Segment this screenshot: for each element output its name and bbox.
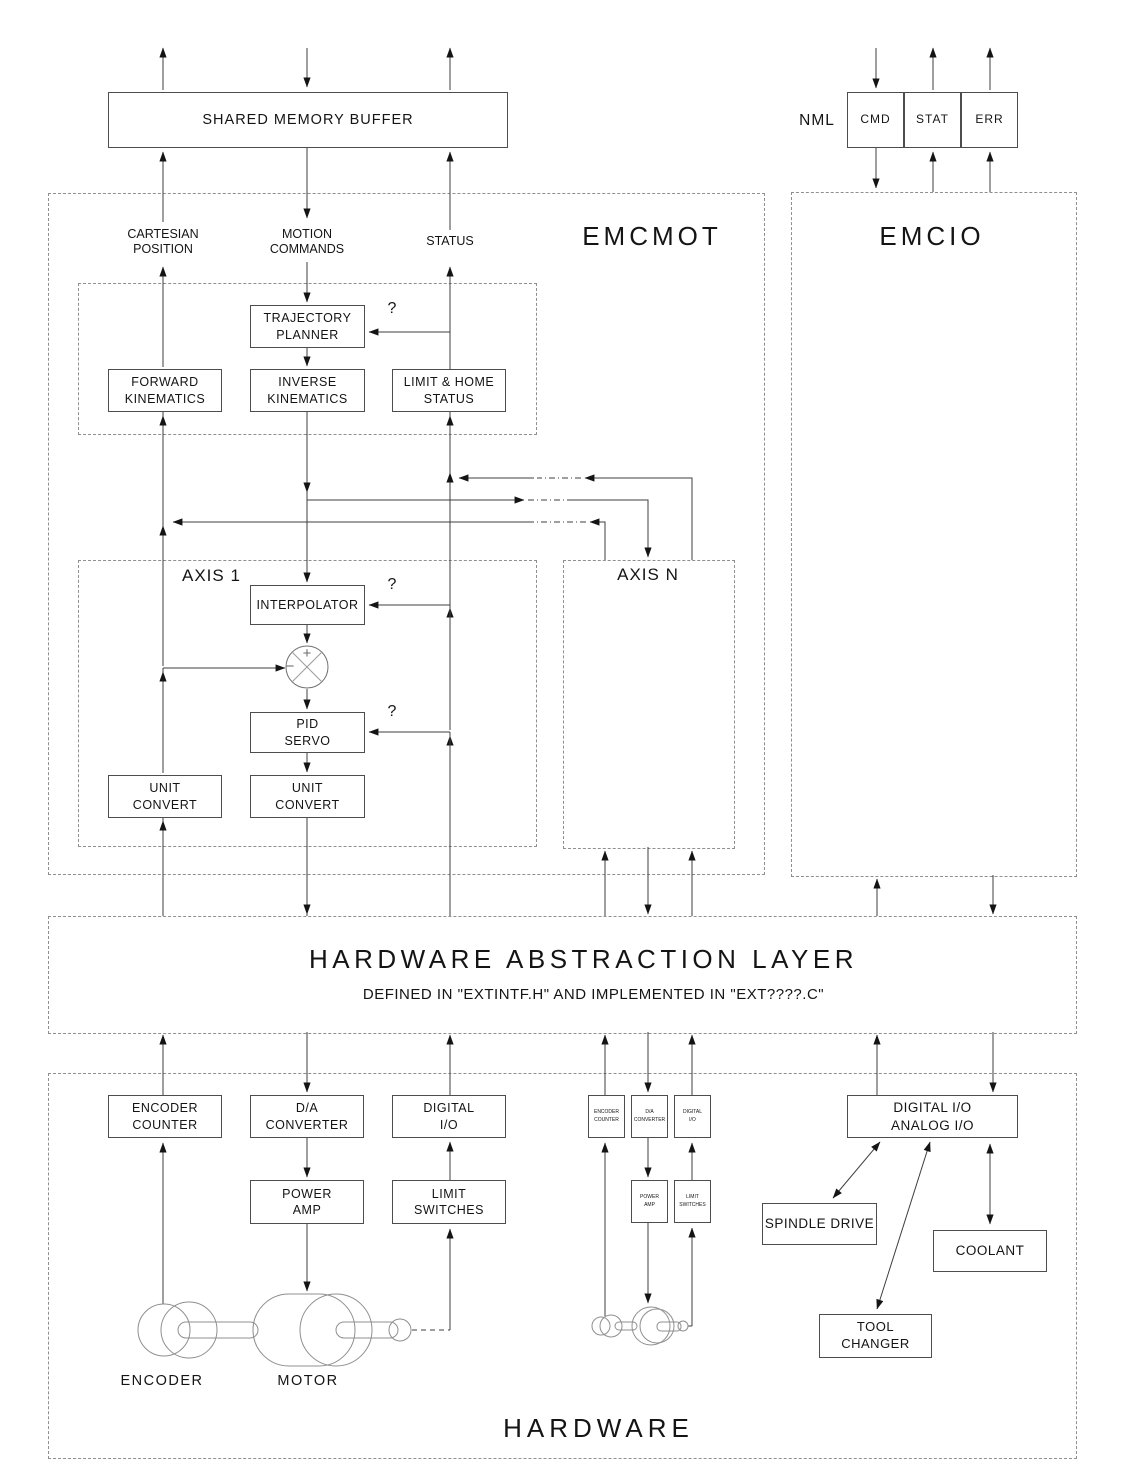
encoder-drawing-label: ENCODER	[120, 1373, 204, 1389]
limit-switches-line2: SWITCHES	[414, 1203, 484, 1217]
hal-subtitle: DEFINED IN "EXTINTF.H" AND IMPLEMENTED IN "EXT????.C"	[362, 986, 825, 1003]
spindle-drive-label: SPINDLE DRIVE	[764, 1216, 875, 1232]
motion-commands-label	[257, 227, 357, 257]
encoder-counter-line1: ENCODER	[131, 1101, 198, 1116]
axisn-title: AXIS N	[617, 565, 679, 584]
wire-group-feedback-column	[163, 412, 285, 1304]
da-converter-line1: D/A	[295, 1101, 319, 1116]
nml-stat-label: STAT	[916, 112, 949, 127]
forward-kinematics-line1: FORWARD	[131, 375, 199, 390]
encoder-motor-drawing-small	[592, 1307, 688, 1345]
limit-home-status-line1: LIMIT & HOME	[403, 375, 495, 390]
limit-home-status-line2: STATUS	[423, 391, 475, 406]
unit-convert-line1: UNIT	[291, 781, 324, 796]
pid-servo-box	[250, 712, 365, 753]
inverse-kinematics-box	[250, 369, 365, 412]
nml-stat-box	[904, 92, 961, 148]
question-mark-pid: ?	[387, 703, 397, 720]
unit-convert-line1: UNIT	[149, 781, 181, 796]
pid-servo-line2: SERVO	[284, 733, 331, 748]
power-amp-line1: POWER	[282, 1186, 332, 1201]
nml-err-box	[961, 92, 1018, 148]
spindle-drive-box	[762, 1203, 877, 1245]
trajectory-planner-line1: TRAJECTORY	[263, 311, 352, 326]
power-amp-box	[250, 1180, 364, 1224]
motor-drawing-label: MOTOR	[277, 1373, 339, 1389]
shared-memory-buffer-box	[108, 92, 508, 148]
hal-title: HARDWARE ABSTRACTION LAYER	[309, 944, 858, 974]
encoder-counter-line2: COUNTER	[132, 1117, 198, 1132]
power-amp-axisn-box: POWER AMP	[631, 1180, 668, 1223]
digital-io-box	[392, 1095, 506, 1138]
limit-switches-line1: LIMIT	[431, 1186, 467, 1201]
interpolator-box	[250, 585, 365, 625]
nml-cmd-label: CMD	[860, 112, 891, 127]
digital-io-axisn-box: DIGITAL I/O	[674, 1095, 711, 1138]
unit-convert-line2: CONVERT	[275, 797, 340, 812]
motion-commands-line2: COMMANDS	[269, 242, 345, 256]
shared-memory-buffer-label: SHARED MEMORY BUFFER	[202, 111, 414, 128]
inverse-kinematics-line2: KINEMATICS	[267, 391, 348, 406]
cartesian-position-label	[113, 227, 213, 257]
power-amp-line2: AMP	[292, 1203, 322, 1217]
digital-analog-io-box	[847, 1095, 1018, 1138]
interpolator-label: INTERPOLATOR	[256, 597, 359, 612]
axis1-title: AXIS 1	[182, 566, 241, 585]
encoder-counter-axisn-box: ENCODER COUNTER	[588, 1095, 625, 1138]
digital-analog-io-line2: ANALOG I/O	[890, 1117, 975, 1133]
cartesian-position-line1: CARTESIAN	[127, 227, 199, 241]
da-converter-box	[250, 1095, 364, 1138]
coolant-box	[933, 1230, 1047, 1272]
tool-changer-line1: TOOL	[856, 1319, 895, 1335]
limit-home-status-box	[392, 369, 506, 412]
nml-err-label: ERR	[975, 112, 1004, 127]
digital-analog-io-line1: DIGITAL I/O	[893, 1099, 972, 1115]
trajectory-planner-box	[250, 305, 365, 348]
wire-group-motion-column	[307, 412, 648, 1291]
unit-convert-line2: CONVERT	[132, 797, 198, 812]
inverse-kinematics-line1: INVERSE	[278, 375, 337, 390]
summing-minus-sign: −	[285, 658, 295, 675]
tool-changer-line2: CHANGER	[841, 1336, 910, 1351]
motion-commands-line1: MOTION	[282, 227, 332, 241]
encoder-counter-box	[108, 1095, 222, 1138]
da-converter-axisn-box: D/A CONVERTER	[631, 1095, 668, 1138]
emcio-title: EMCIO	[879, 221, 985, 251]
encoder-motor-drawing	[138, 1294, 411, 1366]
question-mark-interpolator: ?	[387, 576, 397, 593]
coolant-label: COOLANT	[955, 1243, 1025, 1259]
trajectory-planner-line2: PLANNER	[276, 327, 339, 342]
nml-label: NML	[799, 112, 835, 129]
tool-changer-box	[819, 1314, 932, 1358]
unit-convert-output-box	[250, 775, 365, 818]
nml-cmd-box	[847, 92, 904, 148]
emcmot-title: EMCMOT	[582, 221, 722, 251]
summing-plus-sign: +	[302, 645, 312, 662]
hardware-title: HARDWARE	[503, 1413, 694, 1443]
status-label: STATUS	[426, 234, 474, 248]
pid-servo-line1: PID	[296, 717, 319, 732]
digital-io-line1: DIGITAL	[423, 1101, 475, 1116]
forward-kinematics-line2: KINEMATICS	[124, 391, 206, 406]
cartesian-position-line2: POSITION	[133, 242, 193, 256]
da-converter-line2: CONVERTER	[265, 1117, 349, 1132]
unit-convert-feedback-box	[108, 775, 222, 818]
limit-switches-box	[392, 1180, 506, 1224]
digital-io-line2: I/O	[439, 1117, 459, 1132]
limit-switches-axisn-box: LIMIT SWITCHES	[674, 1180, 711, 1223]
forward-kinematics-box	[108, 369, 222, 412]
question-mark-trajectory: ?	[387, 300, 397, 317]
